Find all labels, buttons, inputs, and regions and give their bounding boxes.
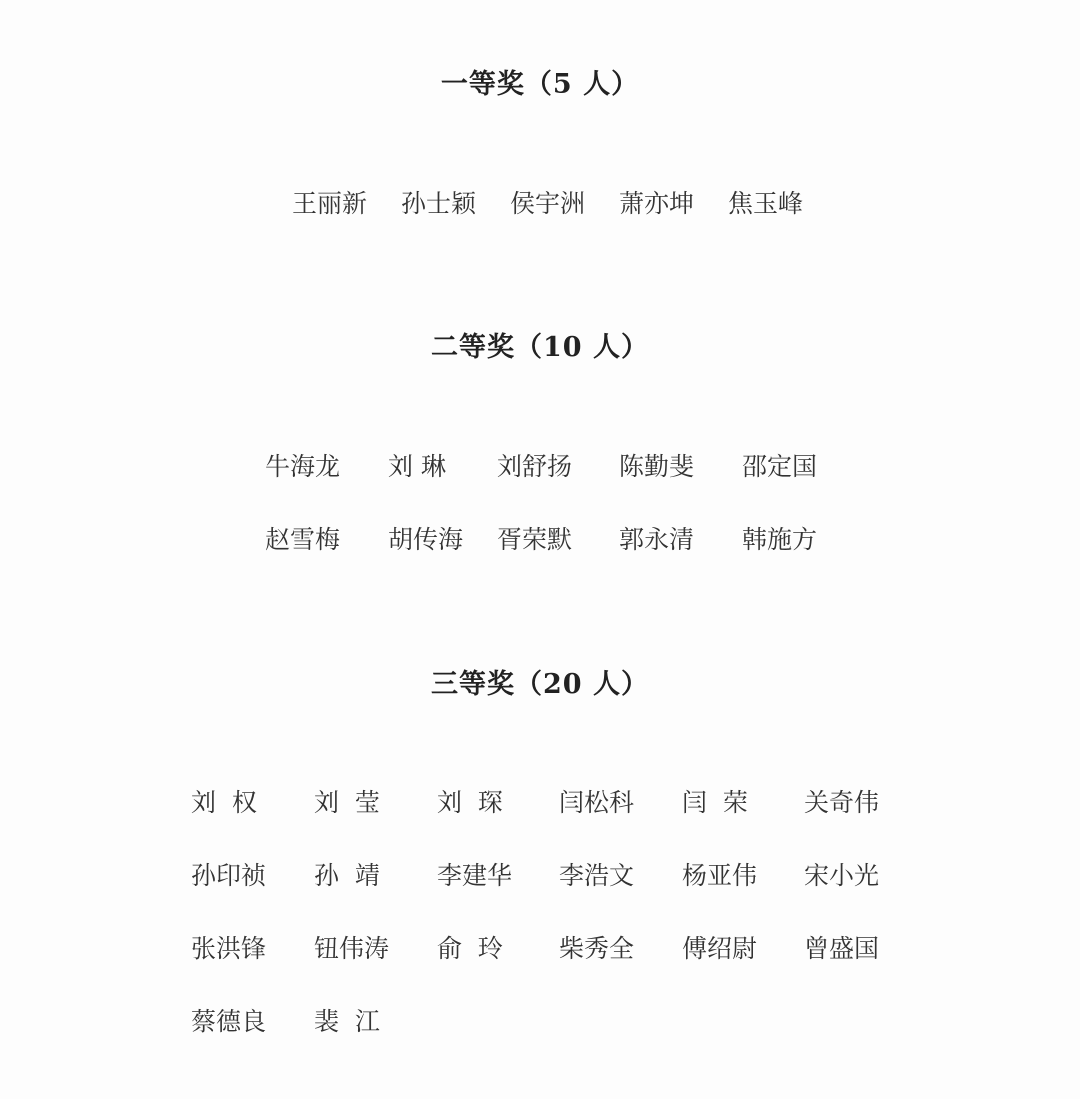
winner-name: 侯宇洲: [510, 189, 586, 218]
winner-name: 孙印祯: [191, 861, 267, 890]
winner-name: 刘舒扬: [497, 452, 573, 481]
second-prize-heading: 二等奖（10 人）: [431, 332, 649, 363]
winner-name: 刘 权: [191, 788, 257, 817]
winner-name: 王丽新: [292, 189, 368, 218]
winner-name: 刘 琛: [437, 788, 503, 817]
winner-name: 孙士颖: [401, 189, 477, 218]
winner-name: 闫松科: [559, 788, 635, 817]
winner-name: 傅绍尉: [682, 934, 758, 963]
winner-name: 郭永清: [619, 525, 695, 554]
winner-name: 孙 靖: [314, 861, 380, 890]
winner-name: 曾盛国: [804, 934, 880, 963]
third-prize-heading: 三等奖（20 人）: [431, 669, 649, 700]
winner-name: 陈勤斐: [619, 452, 695, 481]
winner-name: 裴 江: [314, 1007, 380, 1036]
winner-name: 韩施方: [742, 525, 818, 554]
winner-name: 赵雪梅: [265, 525, 341, 554]
winner-name: 萧亦坤: [619, 189, 695, 218]
winner-name: 闫 荣: [682, 788, 748, 817]
winner-name: 胡传海: [388, 525, 464, 554]
first-prize-heading: 一等奖（5 人）: [440, 69, 640, 100]
winner-name: 李浩文: [559, 861, 635, 890]
winner-name: 李建华: [437, 861, 513, 890]
winner-name: 杨亚伟: [682, 861, 758, 890]
winner-name: 张洪锋: [191, 934, 267, 963]
winner-name: 胥荣默: [497, 525, 573, 554]
winner-name: 钮伟涛: [314, 934, 390, 963]
winner-name: 俞 玲: [437, 934, 503, 963]
winner-name: 焦玉峰: [728, 189, 804, 218]
winner-name: 刘 琳: [388, 452, 446, 481]
winner-name: 关奇伟: [804, 788, 880, 817]
winner-name: 宋小光: [804, 861, 880, 890]
winner-name: 牛海龙: [265, 452, 341, 481]
winner-name: 蔡德良: [191, 1007, 267, 1036]
winner-name: 柴秀全: [559, 934, 635, 963]
winner-name: 邵定国: [742, 452, 818, 481]
winner-name: 刘 莹: [314, 788, 380, 817]
